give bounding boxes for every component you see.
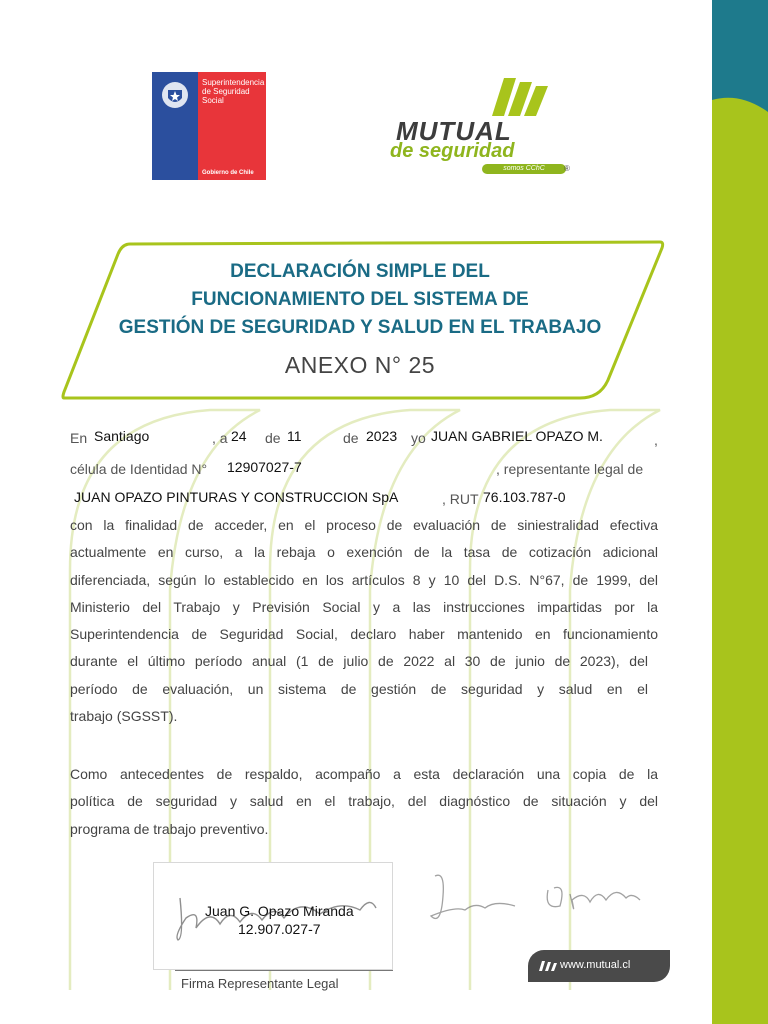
- footer-url-badge: [528, 950, 670, 982]
- paragraph-line: trabajo (SGSST).: [70, 708, 178, 725]
- document-title: [60, 258, 660, 342]
- paragraph-line: período de evaluación, un sistema de gestión de seguridad y salud en el: [70, 680, 648, 697]
- mutual-subtitle: de seguridad: [390, 140, 515, 162]
- mutual-wordmark: MUTUAL: [396, 116, 512, 146]
- body-paragraph-1: [70, 512, 658, 730]
- paragraph-line: programa de trabajo preventivo.: [70, 820, 269, 837]
- title-line-2: FUNCIONAMIENTO DEL SISTEMA DE: [191, 289, 529, 310]
- mutual-m-icon: [392, 72, 582, 122]
- paragraph-line: Como antecedentes de respaldo, acompaño a esta declaración una copia de la: [70, 766, 658, 782]
- label-de-1: de: [265, 430, 281, 446]
- month-value: 11: [287, 428, 302, 444]
- mutual-logo: [392, 72, 582, 180]
- paragraph-line: Superintendencia de Seguridad Social, declaro haber mantenido en funcionamiento: [70, 626, 658, 643]
- year-value: 2023: [366, 428, 398, 444]
- title-line-3: GESTIÓN DE SEGURIDAD Y SALUD EN EL TRABAJO: [118, 317, 602, 338]
- label-rut: , RUT: [442, 491, 479, 507]
- paragraph-line: durante el último período anual (1 de julio de 2022 al 30 de junio de 2023), del: [70, 653, 648, 670]
- declarant-name: JUAN GABRIEL OPAZO M.: [431, 428, 603, 444]
- label-a: , a: [212, 430, 228, 446]
- id-number-value: 12907027-7: [227, 459, 302, 475]
- website-link[interactable]: www.mutual.cl: [560, 959, 631, 971]
- label-en: En: [70, 430, 88, 446]
- comma: ,: [654, 432, 658, 448]
- handwritten-signature-2-icon: [425, 866, 525, 936]
- title-line-1: DECLARACIÓN SIMPLE DEL: [230, 261, 490, 282]
- signer-rut: 12.907.027-7: [238, 921, 321, 937]
- superintendencia-text: Superintendencia de Seguridad Social: [202, 78, 265, 105]
- day-value: 24: [231, 428, 247, 444]
- logo-red-panel: [198, 72, 266, 180]
- city-value: Santiago: [94, 428, 150, 444]
- paragraph-line: política de seguridad y salud en el trabajo, del diagnóstico de situación y del: [70, 793, 658, 810]
- anexo-number: ANEXO N° 25: [284, 352, 436, 378]
- paragraph-line: actualmente en curso, a la rebaja o exención de la tasa de cotización adicional: [70, 544, 658, 561]
- rut-value: 76.103.787-0: [483, 489, 566, 505]
- side-decoration-bar: [712, 0, 768, 1024]
- label-representante: , representante legal de: [496, 461, 644, 477]
- label-de-2: de: [343, 430, 359, 446]
- paragraph-line: diferenciada, según lo establecido en los artículos 8 y 10 del D.S. N°67, de 1999, del: [70, 571, 658, 588]
- label-yo: yo: [411, 430, 426, 446]
- superintendencia-logo: [152, 72, 266, 180]
- title-box: [60, 240, 668, 402]
- paragraph-line: Ministerio del Trabajo y Previsión Social y a las instrucciones impartidas por la: [70, 598, 658, 615]
- mutual-mini-logo-icon: [538, 961, 558, 971]
- body-paragraph-2: [70, 761, 658, 843]
- signature-line: [175, 970, 393, 971]
- mutual-tagline: somos CChC: [482, 164, 566, 174]
- gobierno-text: Gobierno de Chile: [202, 170, 254, 176]
- logo-blue-panel: [152, 72, 198, 180]
- signature-label: Firma Representante Legal: [181, 976, 339, 991]
- paragraph-line: con la finalidad de acceder, en el proceso de evaluación de siniestralidad efectiva: [70, 517, 658, 533]
- label-cedula: célula de Identidad N°: [70, 461, 208, 477]
- signer-name: Juan G. Opazo Miranda: [205, 903, 354, 919]
- handwritten-signature-3-icon: [540, 870, 650, 930]
- company-name: JUAN OPAZO PINTURAS Y CONSTRUCCION SpA: [74, 489, 399, 505]
- chile-coat-of-arms-icon: [158, 78, 192, 112]
- registered-mark: ®: [564, 164, 570, 173]
